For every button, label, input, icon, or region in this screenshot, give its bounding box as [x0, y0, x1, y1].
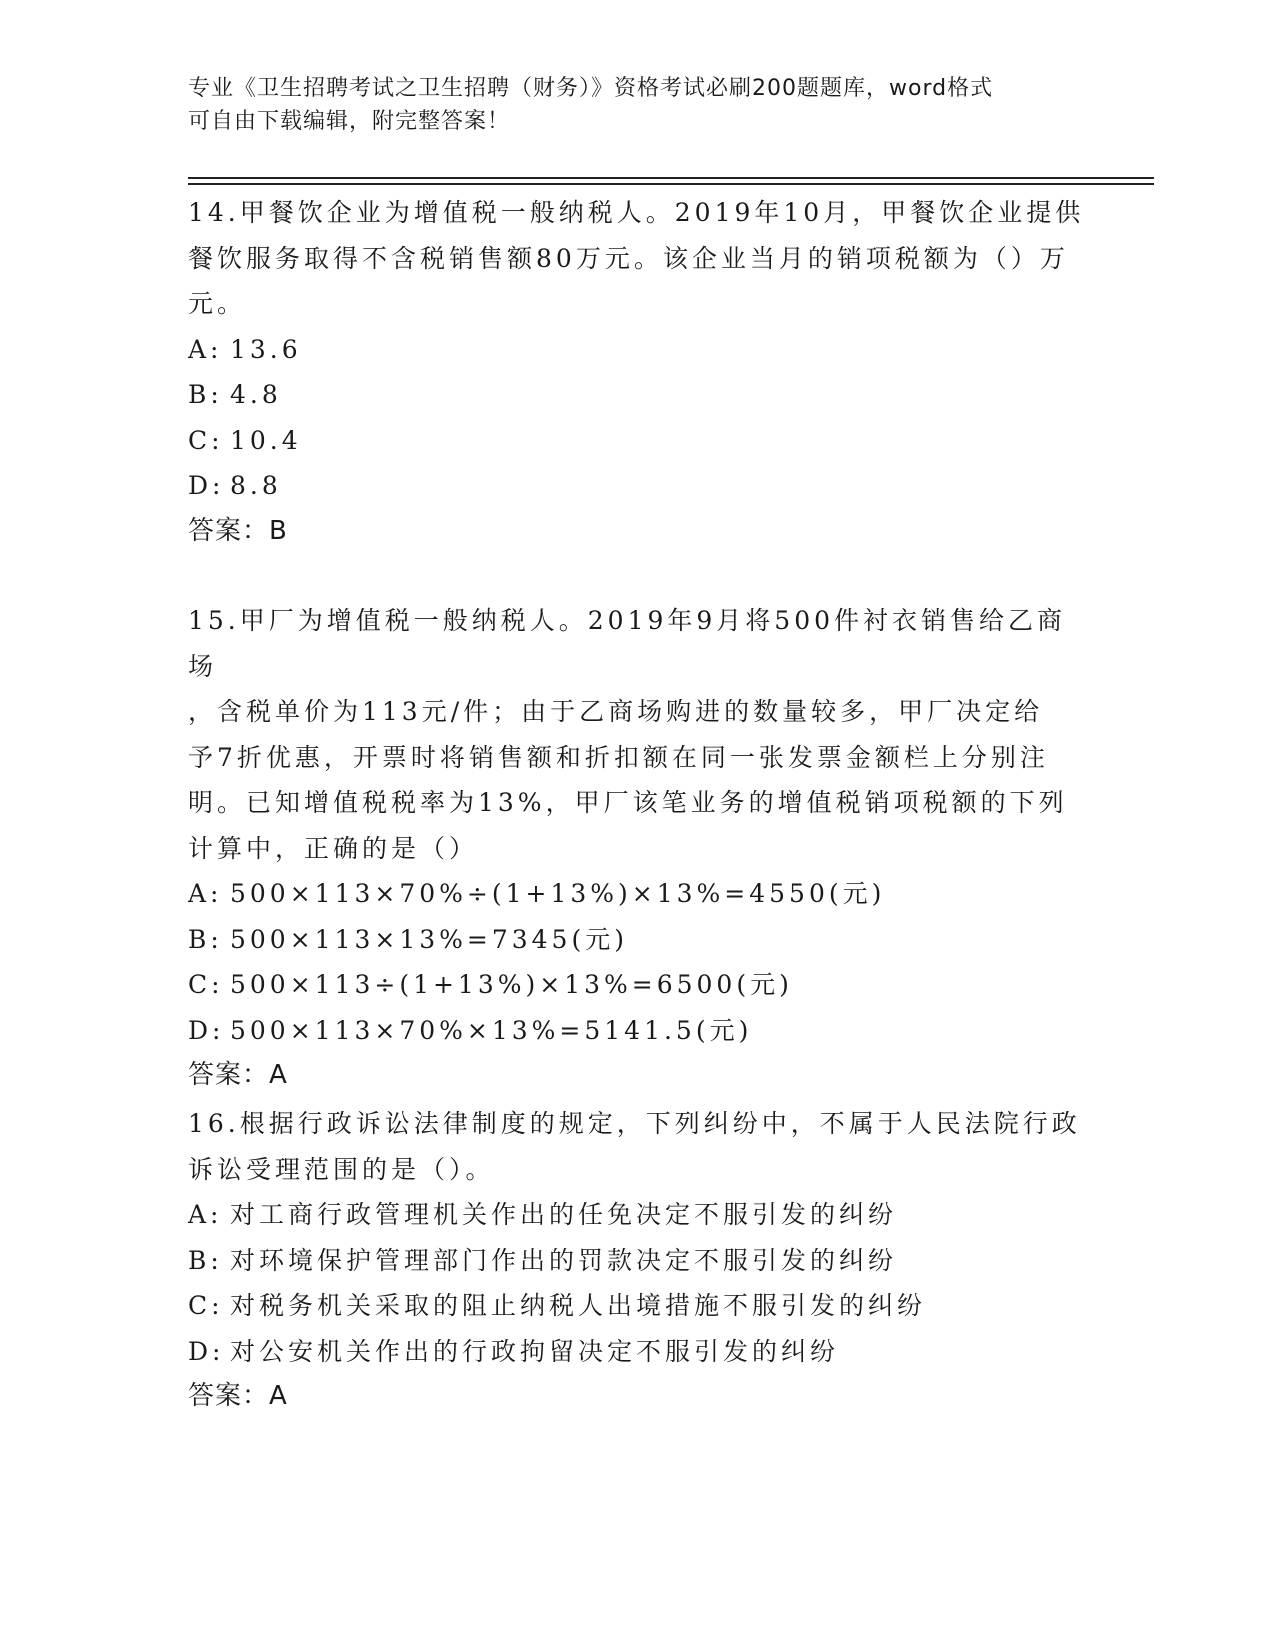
option-key: C:	[188, 970, 224, 999]
option-d	[188, 1008, 1088, 1054]
answer-line: 答案：A	[188, 1060, 288, 1090]
question-14	[188, 190, 1088, 554]
question-stem	[188, 598, 1088, 871]
option-b	[188, 1238, 1088, 1284]
option-a	[188, 327, 1088, 373]
option-key: D:	[188, 471, 225, 500]
header-line-1: 专业《卫生招聘考试之卫生招聘（财务）》资格考试必刷200题题库，word格式	[188, 76, 994, 101]
option-key: C:	[188, 425, 224, 455]
option-a	[188, 1192, 1088, 1238]
option-key: A:	[188, 334, 223, 364]
option-key: C:	[188, 1291, 224, 1320]
question-15	[188, 598, 1088, 1099]
option-d	[188, 463, 1088, 509]
question-line: 计算中，正确的是（）	[188, 833, 479, 863]
answer-line: 答案：B	[188, 515, 288, 546]
option-d	[188, 1329, 1088, 1375]
option-text: 500×113÷(1+13%)×13%=6500(元)	[230, 970, 793, 999]
option-key: D:	[188, 1336, 225, 1366]
option-key: A:	[188, 879, 223, 908]
question-line: 15.甲厂为增值税一般纳税人。2019年9月将500件衬衣销售给乙商场	[188, 606, 1067, 681]
question-line: 予7折优惠，开票时将销售额和折扣额在同一张发票金额栏上分别注	[188, 742, 1049, 772]
option-text: 13.6	[230, 334, 302, 364]
header-line-2: 可自由下载编辑，附完整答案！	[188, 109, 511, 134]
question-line: 14.甲餐饮企业为增值税一般纳税人。2019年10月，甲餐饮企业提供	[188, 198, 1085, 227]
option-key: B:	[188, 924, 223, 954]
option-text: 500×113×70%÷(1+13%)×13%=4550(元)	[230, 879, 886, 908]
question-line: 元。	[188, 289, 247, 318]
option-key: A:	[188, 1200, 223, 1229]
option-text: 对工商行政管理机关作出的任免决定不服引发的纠纷	[230, 1200, 898, 1229]
option-b	[188, 372, 1088, 418]
question-stem	[188, 190, 1088, 327]
option-key: B:	[188, 380, 223, 409]
option-b	[188, 917, 1088, 963]
option-key: B:	[188, 1245, 223, 1275]
answer-line: 答案：A	[188, 1381, 288, 1411]
header-divider-bottom	[188, 183, 1154, 185]
option-key: D:	[188, 1015, 225, 1045]
option-text: 对税务机关采取的阻止纳税人出境措施不服引发的纠纷	[230, 1291, 927, 1320]
option-text: 4.8	[230, 380, 282, 409]
question-line: 餐饮服务取得不含税销售额80万元。该企业当月的销项税额为（）万	[188, 243, 1069, 273]
document-header	[188, 72, 1068, 138]
option-c	[188, 1283, 1088, 1329]
question-line: 诉讼受理范围的是（）。	[188, 1154, 495, 1184]
question-16	[188, 1101, 1088, 1420]
option-c	[188, 962, 1088, 1008]
option-text: 对环境保护管理部门作出的罚款决定不服引发的纠纷	[230, 1245, 898, 1275]
question-line: 16.根据行政诉讼法律制度的规定，下列纠纷中，不属于人民法院行政	[188, 1109, 1081, 1138]
header-divider-top	[188, 177, 1154, 179]
option-text: 500×113×70%×13%=5141.5(元)	[230, 1015, 753, 1045]
question-line: ，含税单价为113元/件；由于乙商场购进的数量较多，甲厂决定给	[188, 697, 1044, 726]
option-text: 10.4	[230, 425, 302, 455]
option-text: 8.8	[230, 471, 282, 500]
option-c	[188, 418, 1088, 464]
option-a	[188, 871, 1088, 917]
option-text: 500×113×13%=7345(元)	[230, 924, 628, 954]
question-line: 明。已知增值税税率为13%，甲厂该笔业务的增值税销项税额的下列	[188, 788, 1068, 817]
question-stem	[188, 1101, 1088, 1192]
option-text: 对公安机关作出的行政拘留决定不服引发的纠纷	[230, 1336, 840, 1366]
